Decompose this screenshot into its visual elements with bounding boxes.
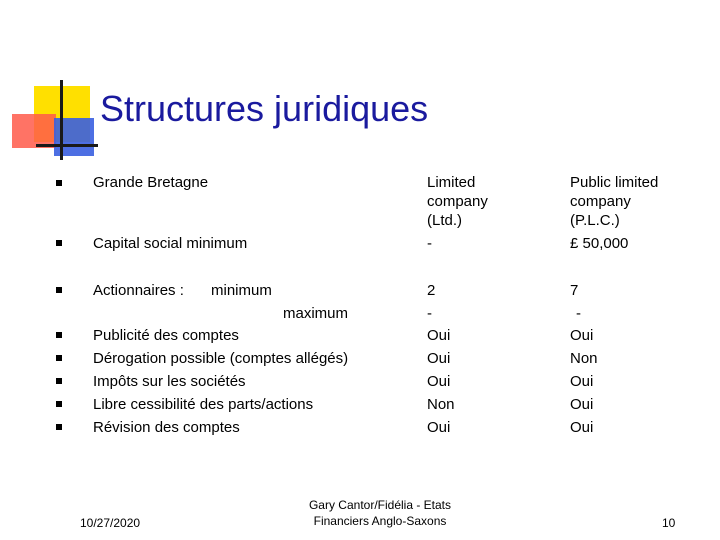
bullet-2 [56, 240, 62, 246]
row-actionnaires-col2-max: - [576, 305, 581, 322]
row-label-publicite: Publicité des comptes [93, 327, 239, 344]
row-capital-col1: - [427, 235, 432, 252]
row-publicite-col2: Oui [570, 327, 594, 344]
bullet-7 [56, 401, 62, 407]
row-capital-col2: £ 50,000 [570, 235, 629, 252]
row-label-cessibilite: Libre cessibilité des parts/actions [93, 396, 314, 413]
row-revision-col2: Oui [570, 419, 594, 436]
col1-header-line: Limited [427, 174, 476, 191]
slide-title: Structures juridiques [100, 88, 429, 129]
col1-header-line: company [427, 193, 488, 210]
bullet-5 [56, 355, 62, 361]
row-derogation-col1: Oui [427, 350, 451, 367]
row-label-derogation: Dérogation possible (comptes allégés) [93, 350, 349, 367]
col2-header-line: Public limited [570, 174, 659, 191]
row-impots-col1: Oui [427, 373, 451, 390]
footer-page-number: 10 [662, 516, 676, 530]
row-cessibilite-col2: Oui [570, 396, 594, 413]
row-label-grande-bretagne: Grande Bretagne [93, 174, 209, 191]
bullet-1 [56, 180, 62, 186]
row-label-impots: Impôts sur les sociétés [93, 373, 246, 390]
row-impots-col2: Oui [570, 373, 594, 390]
bullet-3 [56, 287, 62, 293]
col2-header [570, 173, 658, 230]
footer-date: 10/27/2020 [80, 516, 141, 530]
bullet-4 [56, 332, 62, 338]
row-actionnaires-col2-min: 7 [570, 282, 579, 299]
row-actionnaires-col1-max: - [427, 305, 432, 322]
row-label-revision: Révision des comptes [93, 419, 240, 436]
logo-red-square [12, 114, 56, 148]
row-cessibilite-col1: Non [427, 396, 455, 413]
col1-header [427, 173, 488, 230]
bullet-8 [56, 424, 62, 430]
row-revision-col1: Oui [427, 419, 451, 436]
footer-author-line: Financiers Anglo-Saxons [313, 514, 447, 528]
row-actionnaires-col1-min: 2 [427, 282, 436, 299]
footer-author-line: Gary Cantor/Fidélia - Etats [308, 498, 452, 512]
footer-author [270, 497, 490, 529]
logo-horizontal-line [36, 144, 98, 147]
row-label-capital: Capital social minimum [93, 235, 248, 252]
bullet-6 [56, 378, 62, 384]
logo-vertical-line [60, 80, 63, 160]
row-actionnaires-minimum: minimum [211, 282, 272, 299]
col1-header-line: (Ltd.) [427, 212, 463, 229]
col2-header-line: company [570, 193, 631, 210]
col2-header-line: (P.L.C.) [570, 212, 620, 229]
row-label-actionnaires: Actionnaires : [93, 282, 184, 299]
row-derogation-col2: Non [570, 350, 598, 367]
slide-logo [8, 80, 98, 160]
row-actionnaires-maximum: maximum [283, 305, 349, 322]
row-publicite-col1: Oui [427, 327, 451, 344]
